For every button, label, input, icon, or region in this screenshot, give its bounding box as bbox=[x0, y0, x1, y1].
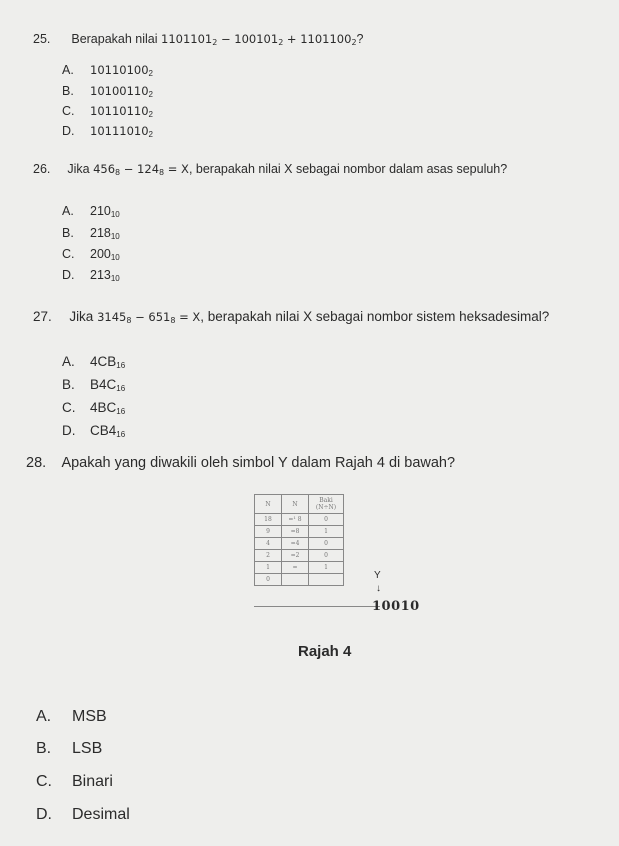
question-26 bbox=[33, 162, 507, 177]
option-value: 4CB bbox=[90, 354, 117, 369]
option-base: 2 bbox=[148, 90, 153, 99]
math-expression bbox=[161, 32, 357, 46]
term-1-base: 2 bbox=[212, 38, 218, 47]
option-base: 16 bbox=[116, 384, 126, 393]
option-value: 4BC bbox=[90, 400, 117, 415]
option-base: 16 bbox=[116, 407, 126, 416]
table-cell: 1 bbox=[309, 562, 344, 574]
table-cell bbox=[282, 574, 309, 586]
option-letter: B. bbox=[62, 377, 75, 392]
question-text: Jika bbox=[67, 162, 94, 176]
term-2-base: 8 bbox=[159, 168, 165, 177]
question-28 bbox=[26, 455, 455, 471]
question-27 bbox=[33, 309, 549, 325]
option-base: 2 bbox=[148, 69, 153, 78]
option-letter: A. bbox=[62, 204, 74, 218]
question-number: 25. bbox=[33, 32, 51, 46]
table-cell: 0 bbox=[309, 550, 344, 562]
division-figure bbox=[228, 494, 388, 614]
option-value: B4C bbox=[90, 377, 117, 392]
table-cell: = bbox=[282, 562, 309, 574]
option-letter: B. bbox=[62, 84, 74, 98]
question-number: 26. bbox=[33, 162, 51, 176]
term-2: − 651 bbox=[131, 310, 171, 324]
option-b[interactable] bbox=[36, 740, 102, 758]
table-cell: 0 bbox=[309, 514, 344, 526]
option-d[interactable] bbox=[62, 268, 120, 283]
option-d[interactable] bbox=[36, 806, 130, 824]
option-base: 10 bbox=[110, 232, 120, 241]
table-cell: =8 bbox=[282, 526, 309, 538]
binary-result: 10010 bbox=[372, 599, 420, 614]
term-3: = X bbox=[175, 310, 201, 324]
table-cell: =2 bbox=[282, 550, 309, 562]
question-number: 27. bbox=[33, 309, 52, 324]
option-value: 10110110 bbox=[90, 104, 149, 118]
term-1-base: 8 bbox=[126, 316, 132, 325]
option-value: Binari bbox=[72, 773, 113, 790]
option-base: 2 bbox=[148, 130, 153, 139]
header-cell: N bbox=[282, 495, 309, 514]
option-letter: D. bbox=[36, 806, 52, 823]
table-row bbox=[255, 538, 344, 550]
term-3: = X bbox=[164, 162, 189, 176]
option-c[interactable] bbox=[36, 773, 113, 791]
term-2-base: 8 bbox=[170, 316, 176, 325]
term-3-base: 2 bbox=[351, 38, 357, 47]
option-value: 210 bbox=[90, 204, 111, 218]
option-letter: A. bbox=[62, 354, 75, 369]
option-b[interactable] bbox=[62, 226, 120, 241]
term-1: 1101101 bbox=[161, 32, 213, 46]
figure-caption: Rajah 4 bbox=[298, 643, 352, 660]
option-letter: A. bbox=[36, 708, 52, 725]
question-suffix: , berapakah nilai X sebagai nombor dalam asas sepuluh? bbox=[188, 162, 508, 176]
math-expression bbox=[97, 310, 200, 324]
option-a[interactable] bbox=[62, 354, 125, 370]
option-letter: C. bbox=[62, 247, 75, 261]
table-cell: 18 bbox=[255, 514, 282, 526]
question-25 bbox=[33, 32, 364, 47]
table-cell: =¹ 8 bbox=[282, 514, 309, 526]
table-cell: 9 bbox=[255, 526, 282, 538]
option-a[interactable] bbox=[62, 204, 120, 219]
option-letter: C. bbox=[62, 104, 75, 118]
term-1: 456 bbox=[93, 162, 116, 176]
option-a[interactable] bbox=[36, 708, 107, 726]
table-cell: 4 bbox=[255, 538, 282, 550]
option-value: 213 bbox=[90, 268, 111, 282]
header-cell: N bbox=[255, 495, 282, 514]
option-b[interactable] bbox=[62, 84, 153, 99]
option-base: 16 bbox=[116, 361, 126, 370]
division-table bbox=[254, 494, 344, 586]
option-letter: B. bbox=[36, 740, 52, 757]
header-cell bbox=[309, 495, 344, 514]
table-cell: =4 bbox=[282, 538, 309, 550]
arrow-down-icon: ↓ bbox=[376, 583, 381, 594]
question-suffix: , berapakah nilai X sebagai nombor sistem heksadesimal? bbox=[200, 309, 550, 324]
option-base: 16 bbox=[116, 430, 126, 439]
question-text: Apakah yang diwakili oleh simbol Y dalam Rajah 4 di bawah? bbox=[61, 455, 456, 471]
option-value: Desimal bbox=[72, 806, 130, 823]
question-suffix: ? bbox=[356, 32, 364, 46]
option-c[interactable] bbox=[62, 247, 120, 262]
term-1-base: 8 bbox=[115, 168, 121, 177]
option-d[interactable] bbox=[62, 423, 125, 439]
table-row bbox=[255, 562, 344, 574]
table-cell: 1 bbox=[255, 562, 282, 574]
option-value: 218 bbox=[90, 226, 111, 240]
option-letter: D. bbox=[62, 268, 75, 282]
term-2-base: 2 bbox=[278, 38, 284, 47]
table-cell: 2 bbox=[255, 550, 282, 562]
option-value: LSB bbox=[72, 740, 103, 757]
table-row bbox=[255, 574, 344, 586]
option-base: 10 bbox=[110, 253, 120, 262]
question-number: 28. bbox=[26, 455, 47, 471]
baseline-divider bbox=[254, 606, 380, 607]
option-b[interactable] bbox=[62, 377, 125, 393]
y-symbol: Y bbox=[374, 570, 381, 581]
table-row bbox=[255, 514, 344, 526]
option-value: CB4 bbox=[90, 423, 117, 438]
term-2: − 100101 bbox=[217, 32, 279, 46]
option-letter: C. bbox=[36, 773, 52, 790]
term-2: − 124 bbox=[120, 162, 160, 176]
option-base: 10 bbox=[110, 274, 120, 283]
option-value: 10111010 bbox=[90, 124, 149, 138]
option-c[interactable] bbox=[62, 104, 153, 119]
option-letter: D. bbox=[62, 124, 75, 138]
table-row bbox=[255, 550, 344, 562]
term-3: + 1101100 bbox=[283, 32, 352, 46]
option-a[interactable] bbox=[62, 63, 153, 78]
option-letter: D. bbox=[62, 423, 76, 438]
option-letter: C. bbox=[62, 400, 76, 415]
table-cell bbox=[309, 574, 344, 586]
question-text: Jika bbox=[69, 309, 98, 324]
option-value: 10110100 bbox=[90, 63, 149, 77]
table-cell: 0 bbox=[309, 538, 344, 550]
table-cell: 1 bbox=[309, 526, 344, 538]
header-sub: (N÷N) bbox=[315, 504, 337, 511]
option-letter: B. bbox=[62, 226, 74, 240]
math-expression bbox=[93, 162, 189, 176]
option-d[interactable] bbox=[62, 124, 153, 139]
table-row bbox=[255, 526, 344, 538]
option-value: 10100110 bbox=[90, 84, 149, 98]
question-text: Berapakah nilai bbox=[71, 32, 162, 46]
option-letter: A. bbox=[62, 63, 74, 77]
table-cell: 0 bbox=[255, 574, 282, 586]
table-header-row bbox=[255, 495, 344, 514]
option-c[interactable] bbox=[62, 400, 125, 416]
term-1: 3145 bbox=[97, 310, 127, 324]
option-value: MSB bbox=[72, 708, 107, 725]
header-baki: Baki bbox=[319, 497, 333, 504]
option-base: 2 bbox=[148, 110, 153, 119]
option-base: 10 bbox=[110, 210, 120, 219]
option-value: 200 bbox=[90, 247, 111, 261]
